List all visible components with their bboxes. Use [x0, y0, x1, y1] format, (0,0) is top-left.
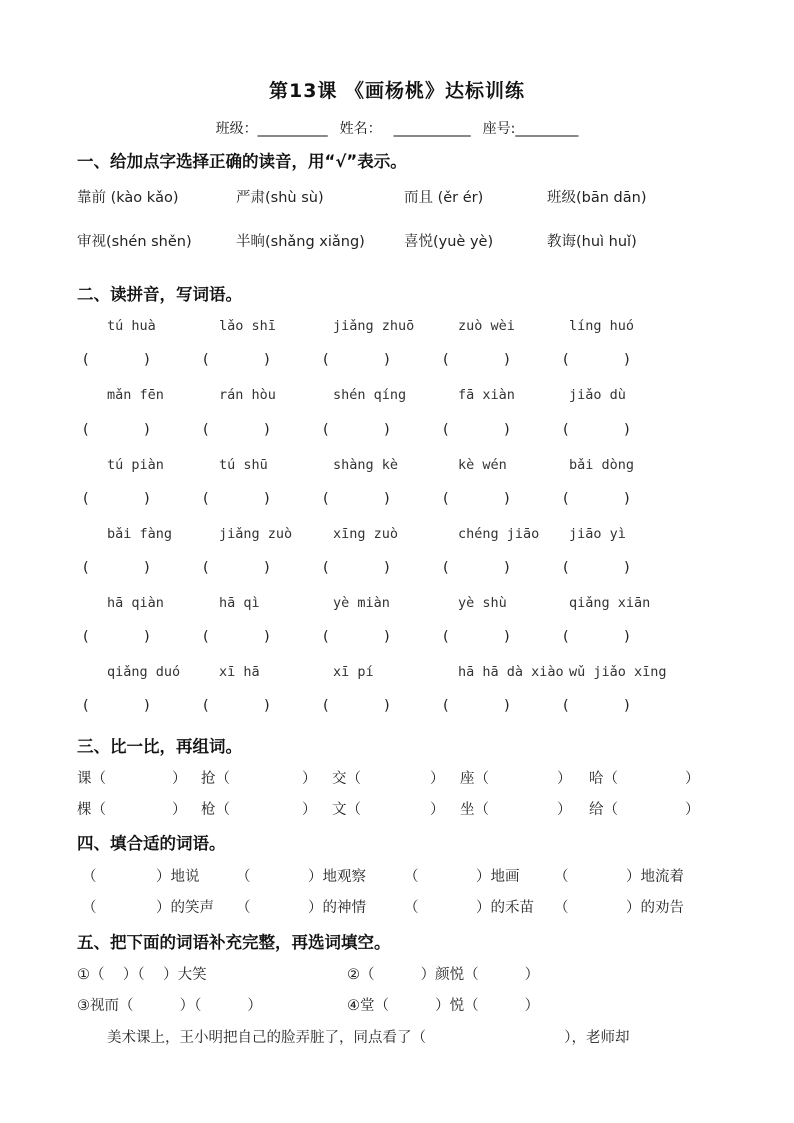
pinyin-label: bǎi dòng: [569, 457, 635, 473]
compare-char[interactable]: 座（: [460, 771, 489, 787]
fill-open-paren[interactable]: （: [236, 869, 251, 885]
section-4-heading: 四、填合适的词语。: [77, 834, 226, 853]
answer-blank[interactable]: ( ): [203, 698, 270, 714]
pinyin-label: tú piàn: [107, 457, 164, 473]
close-paren: ）: [557, 771, 572, 787]
class-field[interactable]: 班级：__________: [215, 121, 328, 137]
answer-blank[interactable]: ( ): [563, 422, 630, 438]
name-label: 姓名：: [339, 121, 382, 137]
pron-item[interactable]: 班级(bān dān): [547, 190, 647, 206]
pinyin-label: zuò wèi: [458, 318, 515, 334]
section-3-heading: 三、比一比，再组词。: [77, 737, 242, 756]
answer-blank[interactable]: ( ): [323, 560, 390, 576]
close-paren: ）: [430, 771, 445, 787]
idiom-item[interactable]: ④堂（ ）悦（ ）: [347, 998, 540, 1014]
pinyin-label: jiǎng zuò: [219, 526, 293, 542]
answer-blank[interactable]: ( ): [203, 560, 270, 576]
close-paren: ）: [302, 802, 317, 818]
section-5-heading: 五、把下面的词语补充完整，再选词填空。: [77, 933, 391, 952]
answer-blank[interactable]: ( ): [83, 352, 150, 368]
compare-char[interactable]: 棵（: [77, 802, 106, 818]
pron-item[interactable]: 半晌(shǎng xiǎng): [236, 234, 365, 250]
pinyin-label: xīng zuò: [333, 526, 399, 542]
pron-item[interactable]: 而且 (ěr ér): [404, 190, 484, 206]
close-paren: ）: [685, 771, 700, 787]
fill-phrase: ）地说: [156, 869, 200, 885]
fill-open-paren[interactable]: （: [404, 900, 419, 916]
answer-blank[interactable]: ( ): [203, 491, 270, 507]
answer-blank[interactable]: ( ): [443, 629, 510, 645]
fill-phrase: ）的神情: [308, 900, 366, 916]
fill-in-paragraph[interactable]: 美术课上，王小明把自己的脸弄脏了，同点看了（ ），老师却: [107, 1030, 630, 1046]
answer-blank[interactable]: ( ): [323, 629, 390, 645]
fill-open-paren[interactable]: （: [82, 900, 97, 916]
answer-blank[interactable]: ( ): [563, 491, 630, 507]
pinyin-label: bǎi fàng: [107, 526, 173, 542]
pinyin-label: hā qì: [219, 595, 260, 611]
fill-open-paren[interactable]: （: [404, 869, 419, 885]
compare-char[interactable]: 给（: [589, 802, 618, 818]
pron-item[interactable]: 喜悦(yuè yè): [404, 234, 494, 250]
answer-blank[interactable]: ( ): [443, 491, 510, 507]
fill-open-paren[interactable]: （: [82, 869, 97, 885]
pinyin-label: shàng kè: [333, 457, 399, 473]
pinyin-label: xī pí: [333, 664, 374, 680]
idiom-row-1: [0, 963, 794, 987]
answer-blank[interactable]: ( ): [83, 422, 150, 438]
page-title: 第13课 《画杨桃》达标训练: [268, 80, 526, 102]
fill-open-paren[interactable]: （: [554, 869, 569, 885]
pinyin-label: qiǎng xiān: [569, 595, 651, 611]
idiom-item[interactable]: ②（ ）颜悦（ ）: [347, 967, 540, 983]
compare-char[interactable]: 哈（: [589, 771, 618, 787]
pinyin-label: jiǎo dù: [569, 387, 626, 403]
seat-field[interactable]: 座号:_________: [482, 121, 579, 137]
close-paren: ）: [302, 771, 317, 787]
pinyin-label: qiǎng duó: [107, 664, 181, 680]
answer-blank[interactable]: ( ): [83, 560, 150, 576]
close-paren: ）: [172, 771, 187, 787]
answer-blank[interactable]: ( ): [443, 560, 510, 576]
compare-char[interactable]: 课（: [77, 771, 106, 787]
section-2-heading: 二、读拼音，写词语。: [77, 285, 242, 304]
answer-blank[interactable]: ( ): [203, 422, 270, 438]
compare-char[interactable]: 抢（: [201, 771, 230, 787]
pron-item[interactable]: 严肃(shù sù): [236, 190, 324, 206]
fill-phrase: ）的禾苗: [476, 900, 534, 916]
pinyin-label: chéng jiāo: [458, 526, 540, 542]
answer-blank[interactable]: ( ): [443, 698, 510, 714]
answer-blank[interactable]: ( ): [323, 698, 390, 714]
answer-blank[interactable]: ( ): [203, 352, 270, 368]
pinyin-label: tú shū: [219, 457, 268, 473]
fill-phrase: ）的笑声: [156, 900, 214, 916]
pinyin-label: hā hā dà xiào: [458, 664, 564, 680]
answer-blank[interactable]: ( ): [443, 352, 510, 368]
compare-char[interactable]: 文（: [332, 802, 361, 818]
fill-open-paren[interactable]: （: [554, 900, 569, 916]
fill-phrase: ）地观察: [308, 869, 366, 885]
close-paren: ）: [172, 802, 187, 818]
answer-blank[interactable]: ( ): [563, 698, 630, 714]
pron-item[interactable]: 教诲(huì huǐ): [547, 234, 637, 250]
pinyin-label: tú huà: [107, 318, 156, 334]
close-paren: ）: [430, 802, 445, 818]
section-1-heading: 一、给加点字选择正确的读音，用“√”表示。: [77, 152, 407, 171]
pinyin-label: yè shù: [458, 595, 507, 611]
name-field[interactable]: ___________: [393, 121, 471, 137]
answer-blank[interactable]: ( ): [443, 422, 510, 438]
compare-char[interactable]: 枪（: [201, 802, 230, 818]
pinyin-label: rán hòu: [219, 387, 276, 403]
idiom-item[interactable]: ③视而（ ）（ ）: [77, 998, 262, 1014]
pron-item[interactable]: 审视(shén shěn): [77, 234, 192, 250]
idiom-item[interactable]: ①（ ）（ ）大笑: [77, 967, 207, 983]
answer-blank[interactable]: ( ): [563, 560, 630, 576]
pinyin-label: jiǎng zhuō: [333, 318, 415, 334]
fill-phrase: ）地流着: [626, 869, 684, 885]
pinyin-label: xī hā: [219, 664, 260, 680]
answer-blank[interactable]: ( ): [323, 491, 390, 507]
answer-blank[interactable]: ( ): [83, 491, 150, 507]
pinyin-label: yè miàn: [333, 595, 390, 611]
answer-blank[interactable]: ( ): [323, 352, 390, 368]
answer-blank[interactable]: ( ): [83, 698, 150, 714]
pinyin-label: hā qiàn: [107, 595, 164, 611]
pron-item[interactable]: 靠前 (kào kǎo): [77, 190, 179, 206]
pinyin-label: jiāo yì: [569, 526, 626, 542]
compare-char[interactable]: 坐（: [460, 802, 489, 818]
answer-blank[interactable]: ( ): [323, 422, 390, 438]
close-paren: ）: [685, 802, 700, 818]
compare-char[interactable]: 交（: [332, 771, 361, 787]
pinyin-label: kè wén: [458, 457, 507, 473]
pinyin-label: fā xiàn: [458, 387, 515, 403]
pronunciation-row-1: [0, 186, 794, 210]
pronunciation-row-2: [0, 230, 794, 254]
pinyin-label: wǔ jiǎo xīng: [569, 664, 667, 680]
answer-blank[interactable]: ( ): [563, 629, 630, 645]
fill-open-paren[interactable]: （: [236, 900, 251, 916]
pinyin-label: líng huó: [569, 318, 635, 334]
close-paren: ）: [557, 802, 572, 818]
pinyin-label: mǎn fēn: [107, 387, 164, 403]
idiom-row-2: [0, 994, 794, 1018]
answer-blank[interactable]: ( ): [203, 629, 270, 645]
pinyin-label: lǎo shī: [219, 318, 276, 334]
answer-blank[interactable]: ( ): [83, 629, 150, 645]
pinyin-label: shén qíng: [333, 387, 407, 403]
answer-blank[interactable]: ( ): [563, 352, 630, 368]
fill-phrase: ）地画: [476, 869, 520, 885]
fill-phrase: ）的劝告: [626, 900, 684, 916]
student-info-line: [0, 118, 794, 138]
